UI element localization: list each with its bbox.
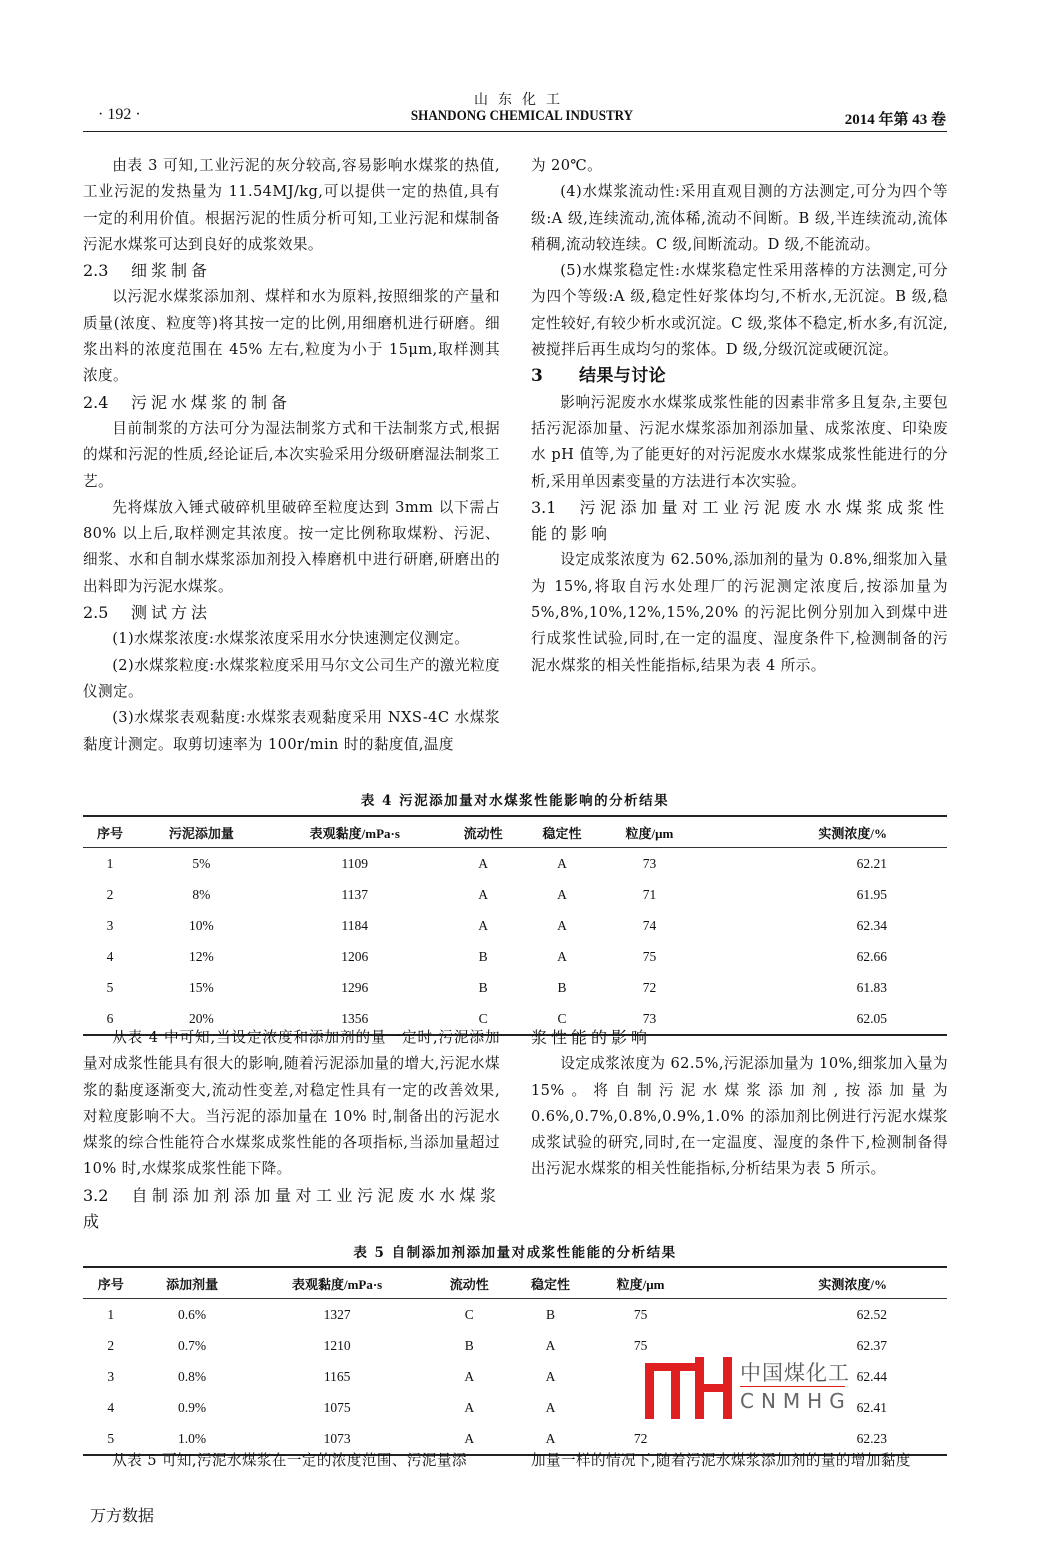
table-cell: 1206 xyxy=(341,948,369,964)
right-column-middle xyxy=(531,1025,948,1183)
section-heading-3 xyxy=(531,363,948,389)
table-cell: A xyxy=(478,886,488,902)
table-cell: 61.95 xyxy=(856,886,887,902)
table-cell: 4 xyxy=(106,948,114,964)
section-number: 2.3 xyxy=(83,261,109,281)
section-number: 3.1 xyxy=(531,497,557,517)
table-cell: 1137 xyxy=(341,886,369,902)
table-cell: 2 xyxy=(107,1337,115,1353)
paragraph: (5)水煤浆稳定性:水煤浆稳定性采用落棒的方法测定,可分为四个等级:A 级,稳定性好浆体均匀,不析水,无沉淀。B 级,稳定性较好,有较少析水或沉淀。C 级,浆体不稳定,析水多,有沉淀,被搅拌后再生成均匀的浆体。D 级,分级沉淀或硬沉淀。 xyxy=(531,262,948,359)
table-cell: A xyxy=(545,1399,556,1415)
paragraph: 为 20℃。 xyxy=(531,157,603,174)
paragraph: (2)水煤浆粒度:水煤浆粒度采用马尔文公司生产的激光粒度仪测定。 xyxy=(83,656,500,700)
table-cell: 73 xyxy=(642,1010,657,1026)
paragraph: 由表 3 可知,工业污泥的灰分较高,容易影响水煤浆的热值,工业污泥的发热量为 11.54MJ/kg,可以提供一定的热值,具有一定的利用价值。根据污泥的性质分析可知,工业污泥和煤制备污泥水煤浆可达到良好的成浆效果。 xyxy=(83,157,500,253)
footer-source: 万方数据 xyxy=(90,1506,155,1525)
table-cell: 3 xyxy=(106,917,114,933)
column-header: 序号 xyxy=(83,1267,139,1299)
table-cell: 1184 xyxy=(341,917,369,933)
table-cell: 0.6% xyxy=(178,1306,207,1322)
section-number: 2.4 xyxy=(83,392,109,412)
section-title: 污泥水煤浆的制备 xyxy=(131,392,292,412)
table-cell: 0.8% xyxy=(178,1368,207,1384)
table-cell: 62.44 xyxy=(856,1368,887,1384)
watermark-text-en: CNMHG xyxy=(740,1389,852,1413)
table-header-row xyxy=(83,816,947,848)
column-header: 流动性 xyxy=(444,816,523,848)
column-header: 稳定性 xyxy=(510,1267,591,1299)
table-row xyxy=(83,848,947,880)
header-rule xyxy=(83,131,947,132)
table-cell: C xyxy=(557,1010,567,1026)
paragraph: (3)水煤浆表观黏度:水煤浆表观黏度采用 NXS-4C 水煤浆黏度计测定。取剪切速率为 100r/min 时的黏度值,温度 xyxy=(83,709,500,753)
table-cell: C xyxy=(478,1010,488,1026)
paragraph: 目前制浆的方法可分为湿法制浆方式和干法制浆方式,根据的煤和污泥的性质,经论证后,本次实验采用分级研磨湿法制浆工艺。 xyxy=(83,419,500,490)
table-row xyxy=(83,972,947,1003)
table-cell: 75 xyxy=(642,948,657,964)
table-cell: 62.66 xyxy=(856,948,887,964)
section-number: 2.5 xyxy=(83,603,109,623)
table-cell: 5 xyxy=(107,1430,115,1446)
table-cell: A xyxy=(464,1430,475,1446)
column-header: 流动性 xyxy=(429,1267,510,1299)
table-cell: A xyxy=(545,1430,556,1446)
column-header: 稳定性 xyxy=(523,816,602,848)
table-cell: 72 xyxy=(633,1430,648,1446)
table-5-caption: 表 5 自制添加剂添加量对成浆性能能的分析结果 xyxy=(353,1245,677,1261)
table-cell: 72 xyxy=(642,979,657,995)
table-cell: A xyxy=(545,1368,556,1384)
section-title: 结果与讨论 xyxy=(579,366,666,387)
table-cell: B xyxy=(546,1306,556,1322)
table-cell: 1109 xyxy=(341,855,369,871)
column-header: 粒度/μm xyxy=(602,816,698,848)
table-cell: 5 xyxy=(106,979,114,995)
table-cell: A xyxy=(478,917,488,933)
journal-title-cn: 山东化工 xyxy=(474,93,570,108)
table-cell: 4 xyxy=(107,1399,115,1415)
paragraph: 从表 4 中可知,当设定浓度和添加剂的量一定时,污泥添加量对成浆性能具有很大的影响,随着污泥添加量的增大,污泥水煤浆的黏度逐渐变大,流动性变差,对稳定性具有一定的改善效果,对粒度影响不大。当污泥的添加量在 10% 时,制备出的污泥水煤浆的综合性能符合水煤浆成浆性能的各项指标,当添加量超过 10% 时,水煤浆成浆性能下降。 xyxy=(83,1029,500,1178)
table-cell: A xyxy=(464,1399,475,1415)
table-cell: 3 xyxy=(107,1368,115,1384)
left-column-middle xyxy=(83,1025,500,1235)
table-cell: 74 xyxy=(642,917,657,933)
table-cell: B xyxy=(478,948,488,964)
section-title: 自制添加剂添加量对工业污泥废水水煤浆成 xyxy=(83,1185,500,1232)
table-cell: 8% xyxy=(192,886,211,902)
column-header: 粒度/μm xyxy=(591,1267,690,1299)
table-cell: A xyxy=(557,886,567,902)
table-cell: 75 xyxy=(633,1337,648,1353)
section-heading-3-1 xyxy=(531,495,948,548)
table-cell: 1073 xyxy=(323,1430,351,1446)
table-cell: 5% xyxy=(192,855,211,871)
table-cell: 0.7% xyxy=(178,1337,207,1353)
table-cell: 62.37 xyxy=(856,1337,887,1353)
right-column-bottom xyxy=(531,1448,948,1474)
table-cell: C xyxy=(464,1306,474,1322)
table-row xyxy=(83,910,947,941)
section-title: 测试方法 xyxy=(131,603,212,623)
table-cell: 1075 xyxy=(323,1399,351,1415)
table-cell: 15% xyxy=(189,979,214,995)
volume-label: 2014 年第 43 卷 xyxy=(844,112,946,128)
table-cell: 1165 xyxy=(323,1368,351,1384)
table-cell: B xyxy=(478,979,488,995)
table-row xyxy=(83,1299,947,1331)
table-cell: 1 xyxy=(106,855,114,871)
journal-title-en: SHANDONG CHEMICAL INDUSTRY xyxy=(410,108,634,124)
paragraph: (1)水煤浆浓度:水煤浆浓度采用水分快速测定仪测定。 xyxy=(112,630,470,648)
table-cell: 62.21 xyxy=(856,855,887,871)
paragraph: 设定成浆浓度为 62.50%,添加剂的量为 0.8%,细浆加入量为 15%,将取自污水处理厂的污泥测定浓度后,按添加量为 5%,8%,10%,12%,15%,20% 的污泥比例分别加入到煤中进行成浆性试验,同时,在一定的温度、湿度条件下,检测制备的污泥水煤浆的相关性能指标,结果为表 4 所示。 xyxy=(531,551,948,674)
section-title: 污泥添加量对工业污泥废水水煤浆成浆性能的影响 xyxy=(531,497,948,544)
table-cell: A xyxy=(545,1337,556,1353)
table-row xyxy=(83,941,947,972)
table-cell: 1 xyxy=(107,1306,115,1322)
table-cell: 62.23 xyxy=(856,1430,887,1446)
table-4-caption: 表 4 污泥添加量对水煤浆性能影响的分析结果 xyxy=(360,793,670,809)
table-cell: 12% xyxy=(189,948,214,964)
table-cell: A xyxy=(464,1368,475,1384)
table-cell: B xyxy=(557,979,567,995)
paragraph: 加量一样的情况下,随着污泥水煤浆添加剂的量的增加黏度 xyxy=(531,1452,911,1469)
column-header: 污泥添加量 xyxy=(137,816,266,848)
table-cell: 6 xyxy=(106,1010,114,1026)
table-cell: 0.9% xyxy=(178,1399,207,1415)
page-number: · 192 · xyxy=(98,106,141,123)
paragraph: 先将煤放入锤式破碎机里破碎至粒度达到 3mm 以下需占 80% 以上后,取样测定其浓度。按一定比例称取煤粉、污泥、细浆、水和自制水煤浆添加剂投入棒磨机中进行研磨,研磨出的出料即为污泥水煤浆。 xyxy=(83,498,500,595)
table-cell: 1296 xyxy=(341,979,369,995)
table-cell: A xyxy=(557,948,567,964)
table-cell: A xyxy=(557,855,567,871)
table-cell: B xyxy=(464,1337,474,1353)
section-heading-2-4 xyxy=(83,390,500,416)
table-cell: 2 xyxy=(106,886,114,902)
paragraph: (4)水煤浆流动性:采用直观目测的方法测定,可分为四个等级:A 级,连续流动,流体稀,流动不间断。B 级,半连续流动,流体稍稠,流动较连续。C 级,间断流动。D 级,不能流动。 xyxy=(531,183,948,253)
left-column-bottom xyxy=(83,1448,500,1474)
table-header-row xyxy=(83,1267,947,1299)
table-cell: A xyxy=(478,855,488,871)
table-cell: 10% xyxy=(189,917,214,933)
table-cell: A xyxy=(557,917,567,933)
column-header: 序号 xyxy=(83,816,137,848)
table-cell: 1356 xyxy=(341,1010,369,1026)
table-cell: 71 xyxy=(642,886,657,902)
column-header: 表观黏度/mPa·s xyxy=(266,816,444,848)
table-cell: 73 xyxy=(642,855,657,871)
table-cell: 61.83 xyxy=(856,979,887,995)
left-column-top xyxy=(83,153,500,758)
table-row xyxy=(83,879,947,910)
table-4 xyxy=(83,815,947,1036)
right-column-top xyxy=(531,153,948,679)
paragraph: 从表 5 可知,污泥水煤浆在一定的浓度范围、污泥量添 xyxy=(112,1452,467,1469)
column-header: 添加剂量 xyxy=(139,1267,246,1299)
table-cell: 62.05 xyxy=(856,1010,887,1026)
table-cell: 20% xyxy=(189,1010,214,1026)
column-header: 表观黏度/mPa·s xyxy=(246,1267,429,1299)
watermark-text-cn: 中国煤化工 xyxy=(740,1361,850,1385)
section-number: 3 xyxy=(531,366,543,387)
table-cell: 1.0% xyxy=(178,1430,207,1446)
table-cell: 62.34 xyxy=(856,917,887,933)
table-cell: 62.52 xyxy=(856,1306,887,1322)
column-header: 实测浓度/% xyxy=(697,816,947,848)
section-heading-2-3 xyxy=(83,258,500,284)
section-heading-3-2 xyxy=(83,1183,500,1236)
paragraph: 设定成浆浓度为 62.5%,污泥添加量为 10%,细浆加入量为 15%。将自制污泥水煤浆添加剂,按添加量为 0.6%,0.7%,0.8%,0.9%,1.0% 的添加剂比例进行污泥水煤浆成浆试验的研究,同时,在一定温度、湿度的条件下,检测制备得出污泥水煤浆的相关性能指标,分析结果为表 5 所示。 xyxy=(531,1055,948,1178)
table-cell: 1327 xyxy=(323,1306,351,1322)
section-number: 3.2 xyxy=(83,1185,109,1205)
column-header: 实测浓度/% xyxy=(690,1267,947,1299)
section-heading-2-5 xyxy=(83,600,500,626)
paragraph: 影响污泥废水水煤浆成浆性能的因素非常多且复杂,主要包括污泥添加量、污泥水煤浆添加剂添加量、成浆浓度、印染废水 pH 值等,为了能更好的对污泥废水水煤浆成浆性能进行的分析,采用单因素变量的方法进行本次实验。 xyxy=(531,393,948,490)
table-cell: 62.41 xyxy=(856,1399,887,1415)
watermark-logo xyxy=(645,1357,850,1419)
watermark-divider xyxy=(740,1386,845,1387)
section-heading-3-2-continued: 浆性能的影响 xyxy=(531,1028,652,1047)
section-title: 细浆制备 xyxy=(131,261,212,281)
table-cell: 75 xyxy=(633,1306,648,1322)
table-cell: 1210 xyxy=(323,1337,351,1353)
paragraph: 以污泥水煤浆添加剂、煤样和水为原料,按照细浆的产量和质量(浓度、粒度等)将其按一定的比例,用细磨机进行研磨。细浆出料的浓度范围在 45% 左右,粒度为小于 15μm,取样测其浓度。 xyxy=(83,288,500,385)
